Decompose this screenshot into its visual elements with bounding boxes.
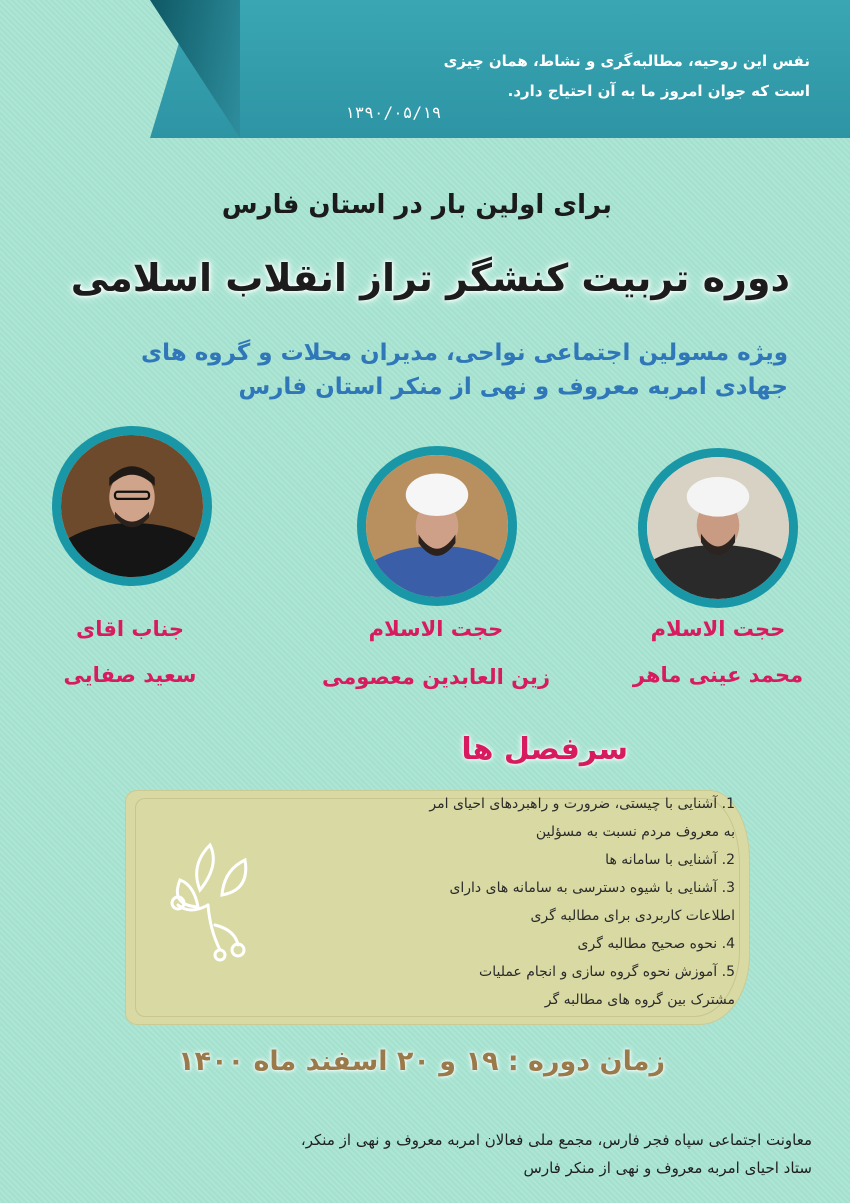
topics-list <box>305 790 735 1014</box>
organizers-line-2: ستاد احیای امربه معروف و نهی از منکر فارس <box>523 1159 812 1177</box>
topic-line: به معروف مردم نسبت به مسؤلین <box>535 824 735 840</box>
speaker-portrait-icon <box>647 457 789 599</box>
speaker-3-title: جناب اقای <box>75 617 185 641</box>
topic-line: اطلاعات کاربردی برای مطالبه گری <box>530 908 735 924</box>
leader-quote: نفس این روحیه، مطالبه‌گری و نشاط، همان چیزی است که جوان امروز ما به آن احتیاج دارد. <box>443 52 810 100</box>
speaker-photo-1 <box>638 448 798 608</box>
speaker-1-name: محمد عینی ماهر <box>632 663 804 687</box>
speaker-portrait-icon <box>366 455 508 597</box>
audience-text: ویژه مسولین اجتماعی نواحی، مدیران محلات و گروه های جهادی امربه معروف و نهی از منکر استان فارس <box>141 340 788 400</box>
organizers-line-1: معاونت اجتماعی سپاه فجر فارس، مجمع ملی فعالان امربه معروف و نهی از منکر، <box>300 1131 812 1149</box>
speaker-photo-2 <box>357 446 517 606</box>
topic-line: 5. آموزش نحوه گروه سازی و انجام عملیات <box>479 964 735 980</box>
first-time-subtitle: برای اولین بار در استان فارس <box>221 190 612 220</box>
speaker-2-title: حجت الاسلام <box>368 617 504 641</box>
flower-ornament-icon <box>160 835 260 985</box>
organizers-footer <box>92 1126 812 1182</box>
topic-line: 4. نحوه صحیح مطالبه گری <box>577 936 735 952</box>
topic-line: 1. آشنایی با چیستی، ضرورت و راهبردهای احیای امر <box>429 796 735 812</box>
speaker-photo-3 <box>52 426 212 586</box>
topic-line: 2. آشنایی با سامانه ها <box>605 852 735 868</box>
topic-line: 3. آشنایی با شیوه دسترسی به سامانه های دارای <box>449 880 735 896</box>
speaker-2-name: زین العابدین معصومی <box>321 665 551 689</box>
speaker-1-title: حجت الاسلام <box>650 617 786 641</box>
quote-date: ۱۳۹۰/۰۵/۱۹ <box>345 103 442 122</box>
course-title: دوره تربیت کنشگر تراز انقلاب اسلامی <box>70 256 790 300</box>
course-time: زمان دوره : ۱۹ و ۲۰ اسفند ماه ۱۴۰۰ <box>178 1046 665 1077</box>
topic-line: مشترک بین گروه های مطالبه گر <box>544 992 735 1008</box>
speaker-portrait-icon <box>61 435 203 577</box>
speaker-3-name: سعید صفایی <box>63 663 197 687</box>
topics-heading: سرفصل ها <box>461 732 628 767</box>
